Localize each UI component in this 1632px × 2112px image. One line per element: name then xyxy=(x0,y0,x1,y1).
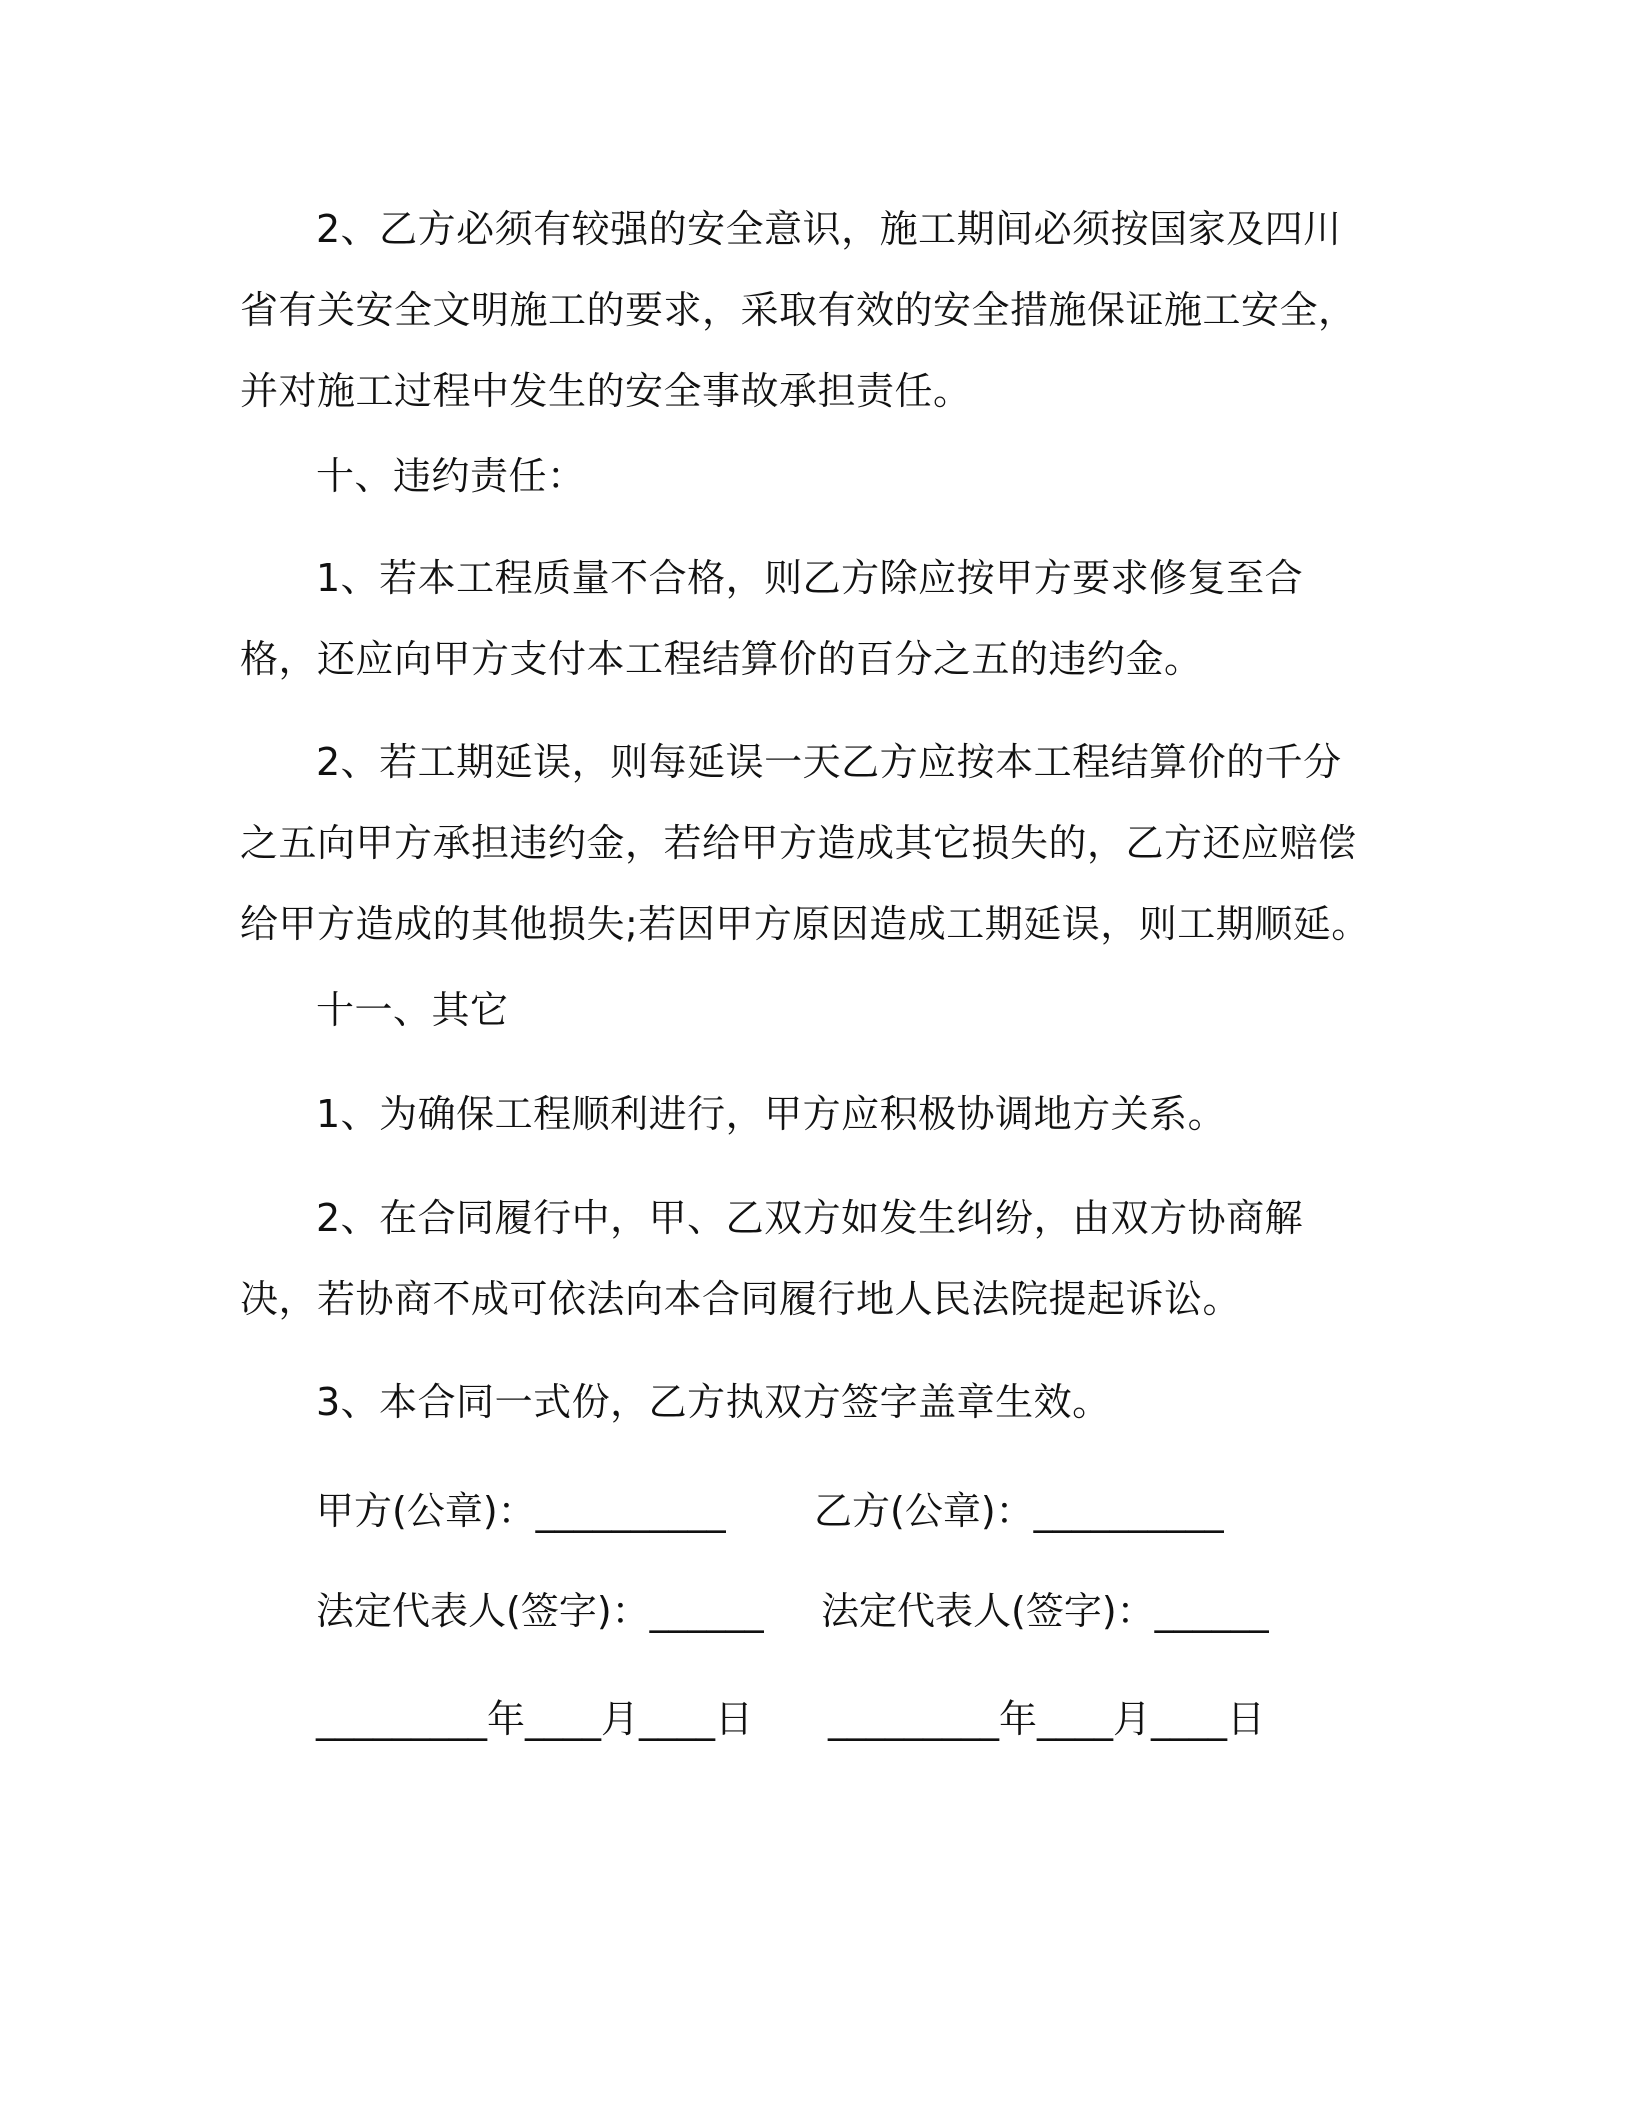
party-a-representative-field: 法定代表人(签字)：______ xyxy=(316,1589,764,1633)
paragraph-copies-effective: 3、本合同一式份，乙方执双方签字盖章生效。 xyxy=(316,1380,1111,1424)
paragraph-coordination: 1、为确保工程顺利进行，甲方应积极协调地方关系。 xyxy=(316,1092,1227,1136)
section-heading-breach-liability: 十、违约责任： xyxy=(316,454,586,498)
party-a-date-field: _________年____月____日 xyxy=(316,1697,754,1741)
paragraph-delay-penalty: 2、若工期延误，则每延误一天乙方应按本工程结算价的千分之五向甲方承担违约金，若给甲方造成其它损失的，乙方还应赔偿给甲方造成的其他损失;若因甲方原因造成工期延误，则工期顺延。 xyxy=(240,740,1370,946)
paragraph-quality-penalty: 1、若本工程质量不合格，则乙方除应按甲方要求修复至合格，还应向甲方支付本工程结算价的百分之五的违约金。 xyxy=(240,556,1304,681)
party-b-representative-field: 法定代表人(签字)：______ xyxy=(821,1589,1269,1633)
party-b-date-field: _________年____月____日 xyxy=(828,1697,1266,1741)
signature-date-row xyxy=(316,1694,1266,1894)
section-heading-other: 十一、其它 xyxy=(316,988,509,1032)
party-a-seal-field: 甲方(公章)：__________ xyxy=(316,1489,726,1533)
paragraph-dispute-resolution: 2、在合同履行中，甲、乙双方如发生纠纷，由双方协商解决，若协商不成可依法向本合同履行地人民法院提起诉讼。 xyxy=(240,1196,1304,1321)
party-b-seal-field: 乙方(公章)：__________ xyxy=(814,1489,1224,1533)
paragraph-safety-responsibility: 2、乙方必须有较强的安全意识，施工期间必须按国家及四川省有关安全文明施工的要求，采取有效的安全措施保证施工安全，并对施工过程中发生的安全事故承担责任。 xyxy=(240,207,1357,413)
